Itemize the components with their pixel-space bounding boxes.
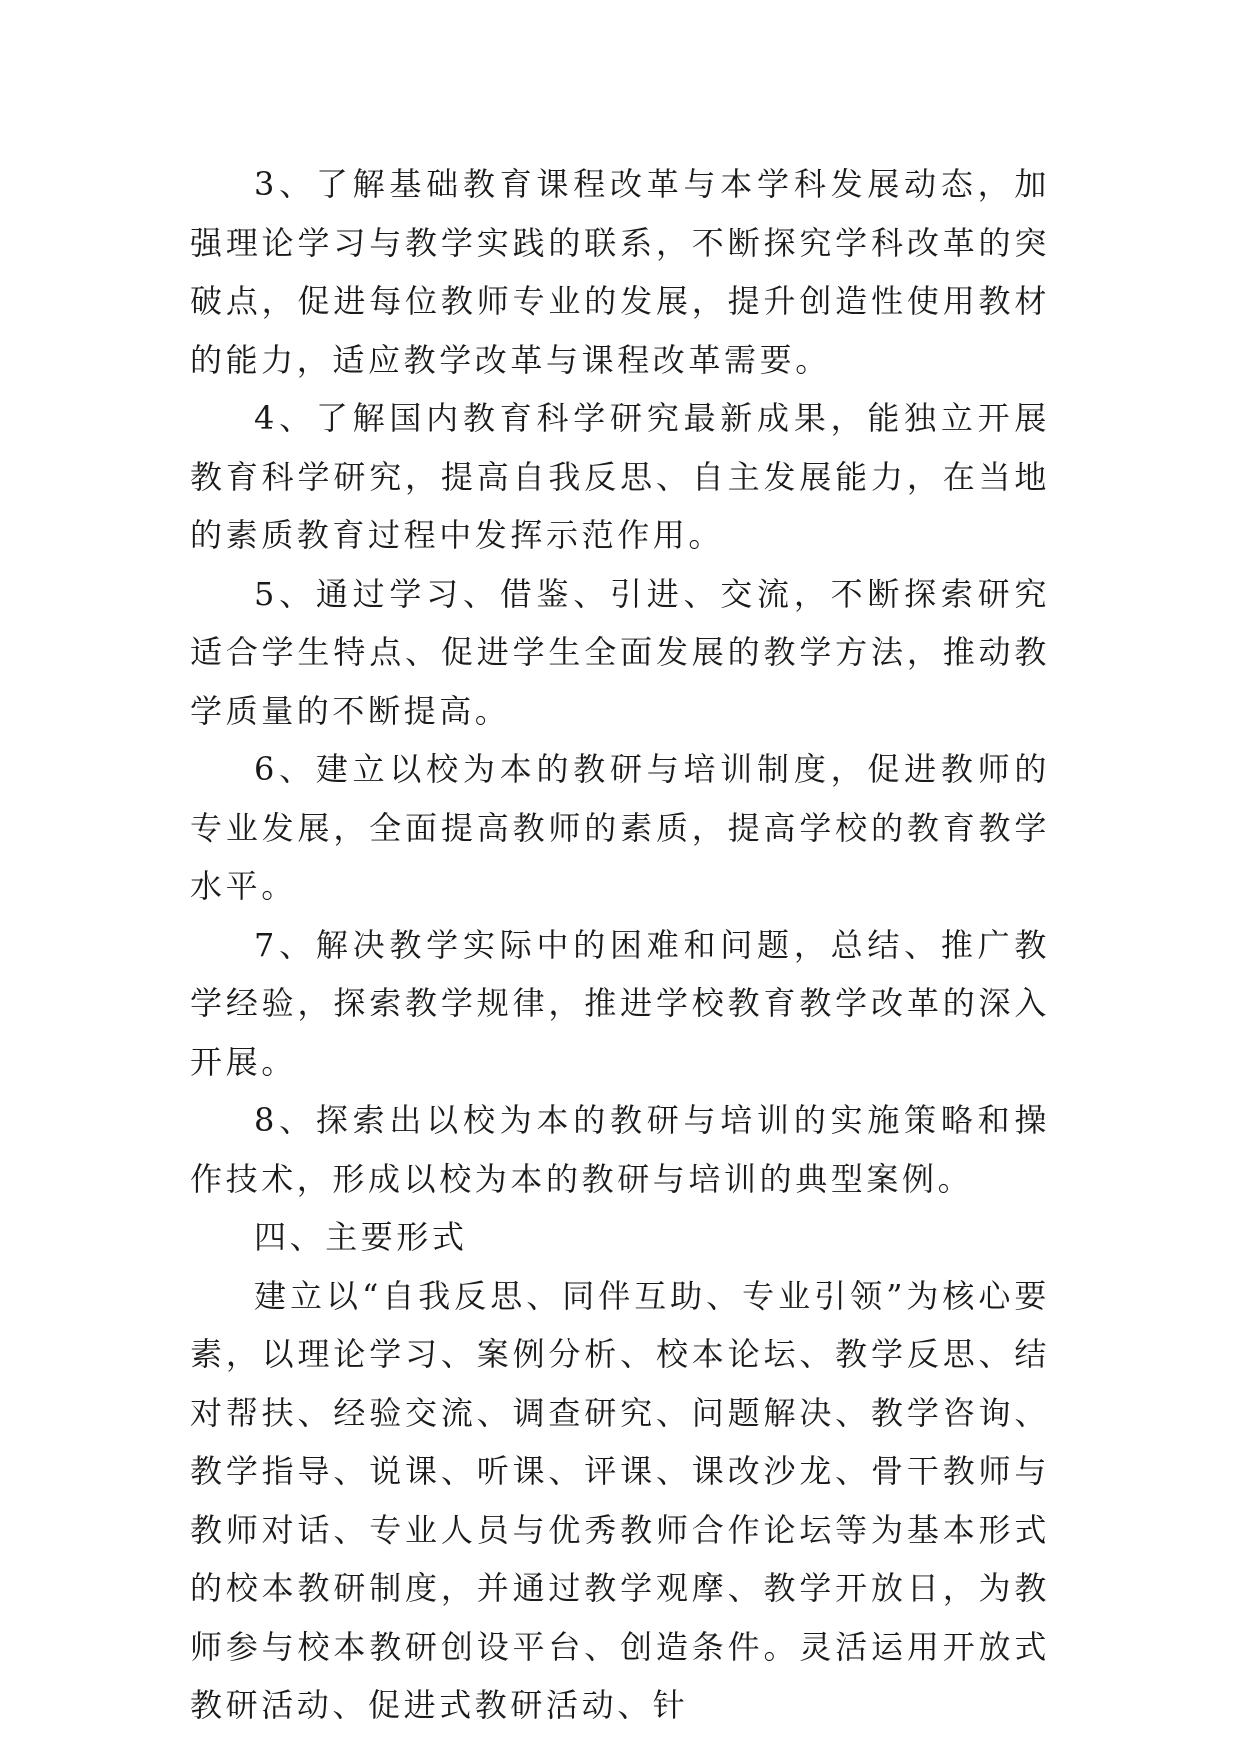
paragraph-main-forms: 建立以“自我反思、同伴互助、专业引领”为核心要素，以理论学习、案例分析、校本论坛、教学反思、结对帮扶、经验交流、调查研究、问题解决、教学咨询、教学指导、说课、听课、评课、课改沙龙、骨干教师与教师对话、专业人员与优秀教师合作论坛等为基本形式的校本教研制度，并通过教学观摩、教学开放日，为教师参与校本教研创设平台、创造条件。灵活运用开放式教研活动、促进式教研活动、针 [190, 1276, 1050, 1724]
document-body [190, 155, 1050, 1735]
paragraph-item-8: 8、探索出以校为本的教研与培训的实施策略和操作技术，形成以校为本的教研与培训的典型案例。 [190, 1101, 1050, 1198]
paragraph-item-4: 4、了解国内教育科学研究最新成果，能独立开展教育科学研究，提高自我反思、自主发展能力，在当地的素质教育过程中发挥示范作用。 [190, 399, 1050, 554]
paragraph-item-7: 7、解决教学实际中的困难和问题，总结、推广教学经验，探索教学规律，推进学校教育教学改革的深入开展。 [190, 925, 1050, 1081]
paragraph-item-6: 6、建立以校为本的教研与培训制度，促进教师的专业发展，全面提高教师的素质，提高学校的教育教学水平。 [190, 750, 1050, 905]
paragraph-item-3: 3、了解基础教育课程改革与本学科发展动态，加强理论学习与教学实践的联系，不断探究学科改革的突破点，促进每位教师专业的发展，提升创造性使用教材的能力，适应教学改革与课程改革需要。 [190, 165, 1050, 379]
paragraph-item-5: 5、通过学习、借鉴、引进、交流，不断探索研究适合学生特点、促进学生全面发展的教学方法，推动教学质量的不断提高。 [190, 574, 1050, 730]
section-heading: 四、主要形式 [254, 1218, 468, 1256]
